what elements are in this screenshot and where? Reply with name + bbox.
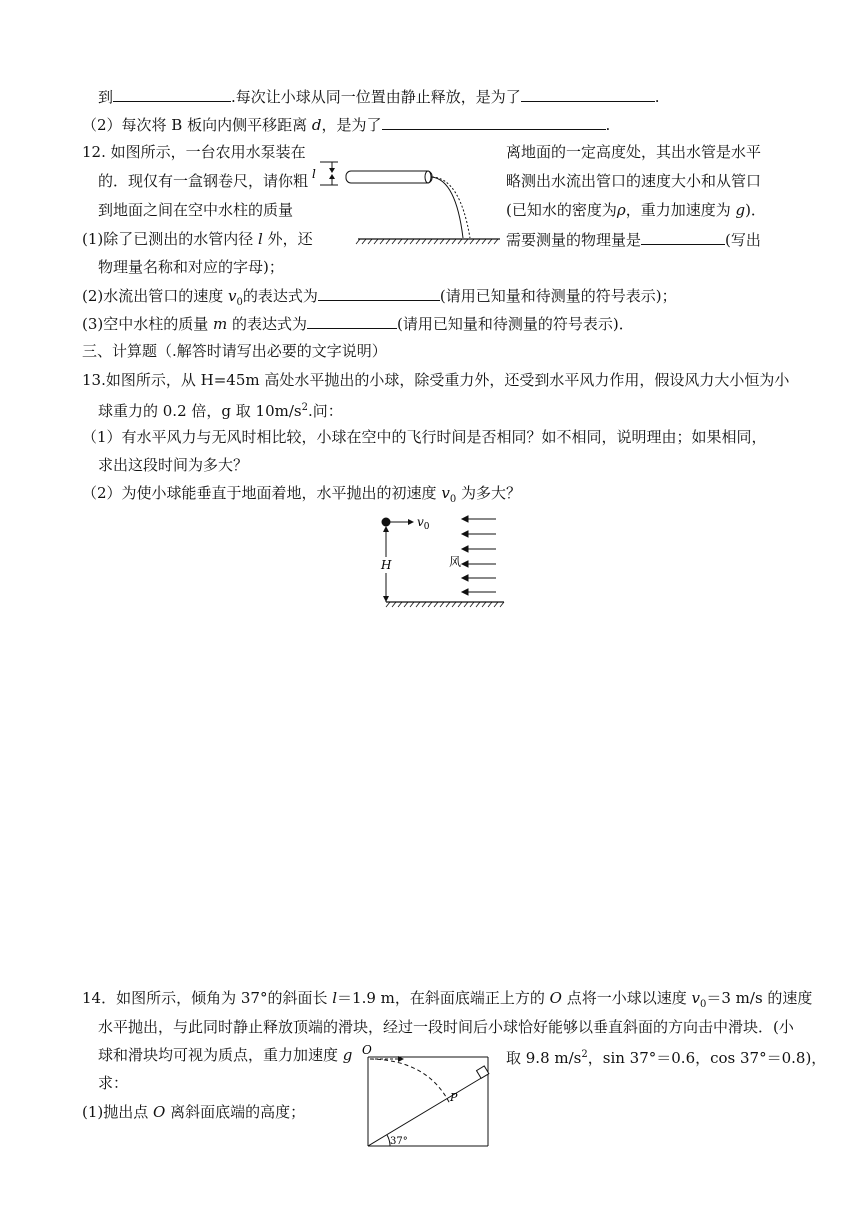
ground-hatching bbox=[356, 239, 498, 244]
q12-line-7: (3)空中水柱的质量 m 的表达式为 (请用已知量和待测量的符号表示)． bbox=[82, 315, 634, 333]
point-P-label: P bbox=[450, 1091, 458, 1104]
answer-blank[interactable] bbox=[307, 313, 397, 329]
q12-line-3-right: (已知水的密度为ρ，重力加速度为 g)． bbox=[506, 201, 766, 219]
q12-line-5: 物理量名称和对应的字母)； bbox=[98, 258, 284, 276]
dim-arrow-head bbox=[329, 168, 335, 173]
water-stream-inner bbox=[432, 177, 463, 238]
wind-arrows bbox=[462, 516, 496, 595]
q14-line-4: 求： bbox=[98, 1074, 129, 1092]
q12-line-4-left: (1)除了已测出的水管内径 l 外，还 bbox=[82, 230, 313, 248]
answer-blank[interactable] bbox=[318, 285, 440, 301]
section-3-heading: 三、计算题（.解答时请写出必要的文字说明） bbox=[82, 342, 387, 360]
answer-blank[interactable] bbox=[641, 229, 725, 245]
q13-line-4: 求出这段时间为多大？ bbox=[98, 456, 249, 474]
slider-block bbox=[477, 1066, 489, 1078]
q13-line-3: （1）有水平风力与无风时相比较，小球在空中的飞行时间是否相同？如不相同，说明理由；如果相同， bbox=[82, 428, 767, 446]
q12-line-1-left: 12. 如图所示，一台农用水泵装在 bbox=[82, 143, 306, 161]
q11-line-1: 到 .每次让小球从同一位置由静止释放，是为了 . bbox=[98, 88, 660, 106]
q13-line-1: 13.如图所示，从 H=45m 高处水平抛出的小球，除受重力外，还受到水平风力作用，假设风力大小恒为小 bbox=[82, 371, 790, 389]
wind-label: 风 bbox=[449, 555, 462, 569]
trajectory-curve bbox=[370, 1059, 450, 1104]
q12-line-3-left: 到地面之间在空中水柱的质量 bbox=[98, 201, 294, 219]
incline-surface bbox=[368, 1074, 488, 1146]
q11-line-2: （2）每次将 B 板向内侧平移距离 d，是为了 . bbox=[82, 116, 611, 134]
pipe-diameter-label: l bbox=[312, 167, 316, 181]
ground-hatching bbox=[386, 602, 504, 607]
answer-blank[interactable] bbox=[382, 114, 606, 130]
incline-figure bbox=[358, 1040, 498, 1150]
dim-arrow-head bbox=[329, 174, 335, 179]
q12-line-4-right: 需要测量的物理量是 (写出 bbox=[506, 231, 761, 249]
height-arrow-top bbox=[383, 526, 389, 532]
answer-blank[interactable] bbox=[113, 86, 231, 102]
q13-line-2: 球重力的 0.2 倍，g 取 $10m/s^2$.问： bbox=[98, 402, 343, 420]
velocity-arrow-head bbox=[408, 519, 414, 525]
q12-line-6: (2)水流出管口的速度 $v_0$的表达式为 (请用已知量和待测量的符号表示)； bbox=[82, 287, 677, 308]
q14-line-3-left: 球和滑块均可视为质点，重力加速度 g bbox=[98, 1046, 353, 1064]
q12-line-2-right: 略测出水流出管口的速度大小和从管口 bbox=[506, 172, 762, 190]
angle-label: 37° bbox=[390, 1136, 408, 1147]
q13-line-5: （2）为使小球能垂直于地面着地，水平抛出的初速度 $v_0$ 为多大？ bbox=[82, 484, 521, 505]
height-arrow-bottom bbox=[383, 596, 389, 602]
pipe-mouth bbox=[425, 171, 431, 183]
q12-line-1-right: 离地面的一定高度处，其出水管是水平 bbox=[506, 143, 762, 161]
water-stream-outer bbox=[432, 177, 470, 238]
q14-line-3-right: 取 9.8 $m/s^2$，sin 37°＝0.6，cos 37°＝0.8)， bbox=[506, 1049, 827, 1067]
q14-line-1: 14．如图所示，倾角为 37°的斜面长 l＝1.9 m，在斜面底端正上方的 O 点将一小球以速度 $v_0=3$ m/s 的速度 bbox=[82, 989, 813, 1010]
wind-ball-figure bbox=[376, 512, 508, 608]
q14-line-2: 水平抛出，与此同时静止释放顶端的滑块，经过一段时间后小球恰好能够以垂直斜面的方向击中滑块．(小 bbox=[98, 1018, 794, 1036]
pump-pipe-figure bbox=[310, 158, 506, 248]
answer-blank[interactable] bbox=[521, 86, 655, 102]
q12-line-2-left: 的．现仅有一盒钢卷尺，请你粗 bbox=[98, 172, 309, 190]
water-pipe bbox=[346, 171, 432, 183]
height-label: H bbox=[381, 558, 392, 572]
point-O-label: O bbox=[362, 1043, 372, 1057]
velocity-label: $v_0$ bbox=[417, 515, 430, 532]
ball bbox=[382, 518, 391, 527]
q14-line-5: (1)抛出点 O 离斜面底端的高度； bbox=[82, 1103, 306, 1121]
